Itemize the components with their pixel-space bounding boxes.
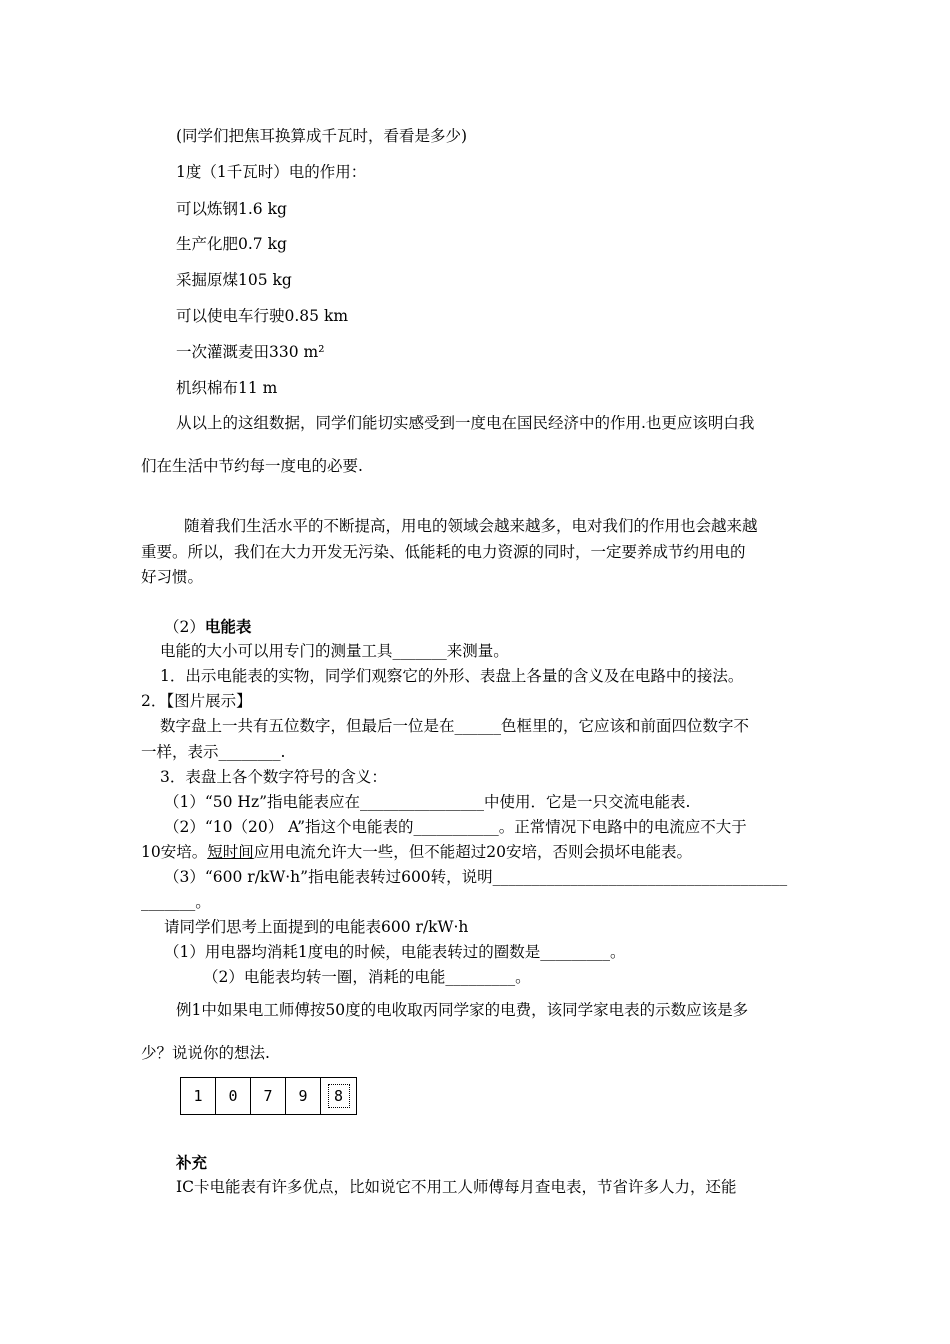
line-convert: (同学们把焦耳换算成千瓦时，看看是多少) bbox=[176, 127, 468, 145]
line-q1: （1）用电器均消耗1度电的时候，电能表转过的圈数是_________。 bbox=[164, 943, 626, 961]
meter-digit: 7 bbox=[251, 1078, 286, 1114]
line-digits-2: 一样，表示________. bbox=[141, 743, 286, 761]
line-item-3: 3．表盘上各个数字符号的含义： bbox=[160, 768, 387, 786]
line-50hz: （1）“50 Hz”指电能表应在________________中使用．它是一只交流电能表. bbox=[164, 793, 691, 811]
line-digits-1: 数字盘上一共有五位数字，但最后一位是在______色框里的，它应该和前面四位数字不 bbox=[160, 717, 750, 735]
line-600r: （3）“600 r/kW·h”指电能表转过600转，说明______________________________________ bbox=[164, 868, 788, 886]
text-current-limit: 应用电流允许大一些，但不能超过20安培，否则会损坏电能表。 bbox=[253, 843, 692, 861]
paragraph-data-1: 从以上的这组数据，同学们能切实感受到一度电在国民经济中的作用.也更应该明白我 bbox=[176, 414, 755, 432]
meter-digit-decimal: 8 bbox=[328, 1084, 350, 1108]
section-heading bbox=[164, 617, 251, 637]
line-q2: （2）电能表均转一圈，消耗的电能_________。 bbox=[203, 968, 531, 986]
supplement-heading: 补充 bbox=[176, 1154, 208, 1172]
paragraph-habit-1: 随着我们生活水平的不断提高，用电的领域会越来越多，电对我们的作用也会越来越 bbox=[184, 517, 758, 535]
line-measure: 电能的大小可以用专门的测量工具_______来测量。 bbox=[160, 642, 509, 660]
paragraph-habit-3: 好习惯。 bbox=[141, 568, 204, 586]
example-line-1: 例1中如果电工师傅按50度的电收取丙同学家的电费，该同学家电表的示数应该是多 bbox=[176, 1001, 749, 1019]
line-600r-end: _______。 bbox=[141, 893, 211, 911]
line-item-1: 1．出示电能表的实物，同学们观察它的外形、表盘上各量的含义及在电路中的接法。 bbox=[160, 667, 744, 685]
line-cloth: 机织棉布11 m bbox=[176, 379, 278, 397]
line-10a bbox=[141, 842, 692, 862]
line-fertilizer: 生产化肥0.7 kg bbox=[176, 235, 287, 253]
section-title: 电能表 bbox=[204, 618, 252, 636]
paragraph-data-2: 们在生活中节约每一度电的必要. bbox=[141, 457, 363, 475]
paragraph-habit-2: 重要。所以，我们在大力开发无污染、低能耗的电力资源的同时，一定要养成节约用电的 bbox=[141, 543, 746, 561]
example-line-2: 少？说说你的想法. bbox=[141, 1044, 270, 1062]
meter-digit-decimal-cell bbox=[321, 1078, 356, 1114]
line-one-kwh: 1度（1千瓦时）电的作用： bbox=[176, 163, 367, 181]
line-think: 请同学们思考上面提到的电能表600 r/kW·h bbox=[164, 918, 469, 936]
section-number: （2） bbox=[164, 618, 205, 636]
underlined-short-time: 短时间 bbox=[207, 843, 254, 861]
text-10a: 10安培。 bbox=[141, 843, 208, 861]
supplement-line: IC卡电能表有许多优点，比如说它不用工人师傅每月查电表，节省许多人力，还能 bbox=[176, 1178, 737, 1196]
line-tram: 可以使电车行驶0.85 km bbox=[176, 307, 349, 325]
meter-display bbox=[180, 1077, 357, 1115]
line-steel: 可以炼钢1.6 kg bbox=[176, 200, 287, 218]
meter-digit: 1 bbox=[181, 1078, 216, 1114]
line-item-2: 2．【图片展示】 bbox=[141, 692, 252, 710]
line-10-20a: （2）“10（20） A”指这个电能表的___________。正常情况下电路中的电流应不大于 bbox=[164, 818, 747, 836]
meter-digit: 0 bbox=[216, 1078, 251, 1114]
line-irrigation: 一次灌溉麦田330 m² bbox=[176, 343, 325, 361]
line-coal: 采掘原煤105 kg bbox=[176, 271, 292, 289]
meter-digit: 9 bbox=[286, 1078, 321, 1114]
